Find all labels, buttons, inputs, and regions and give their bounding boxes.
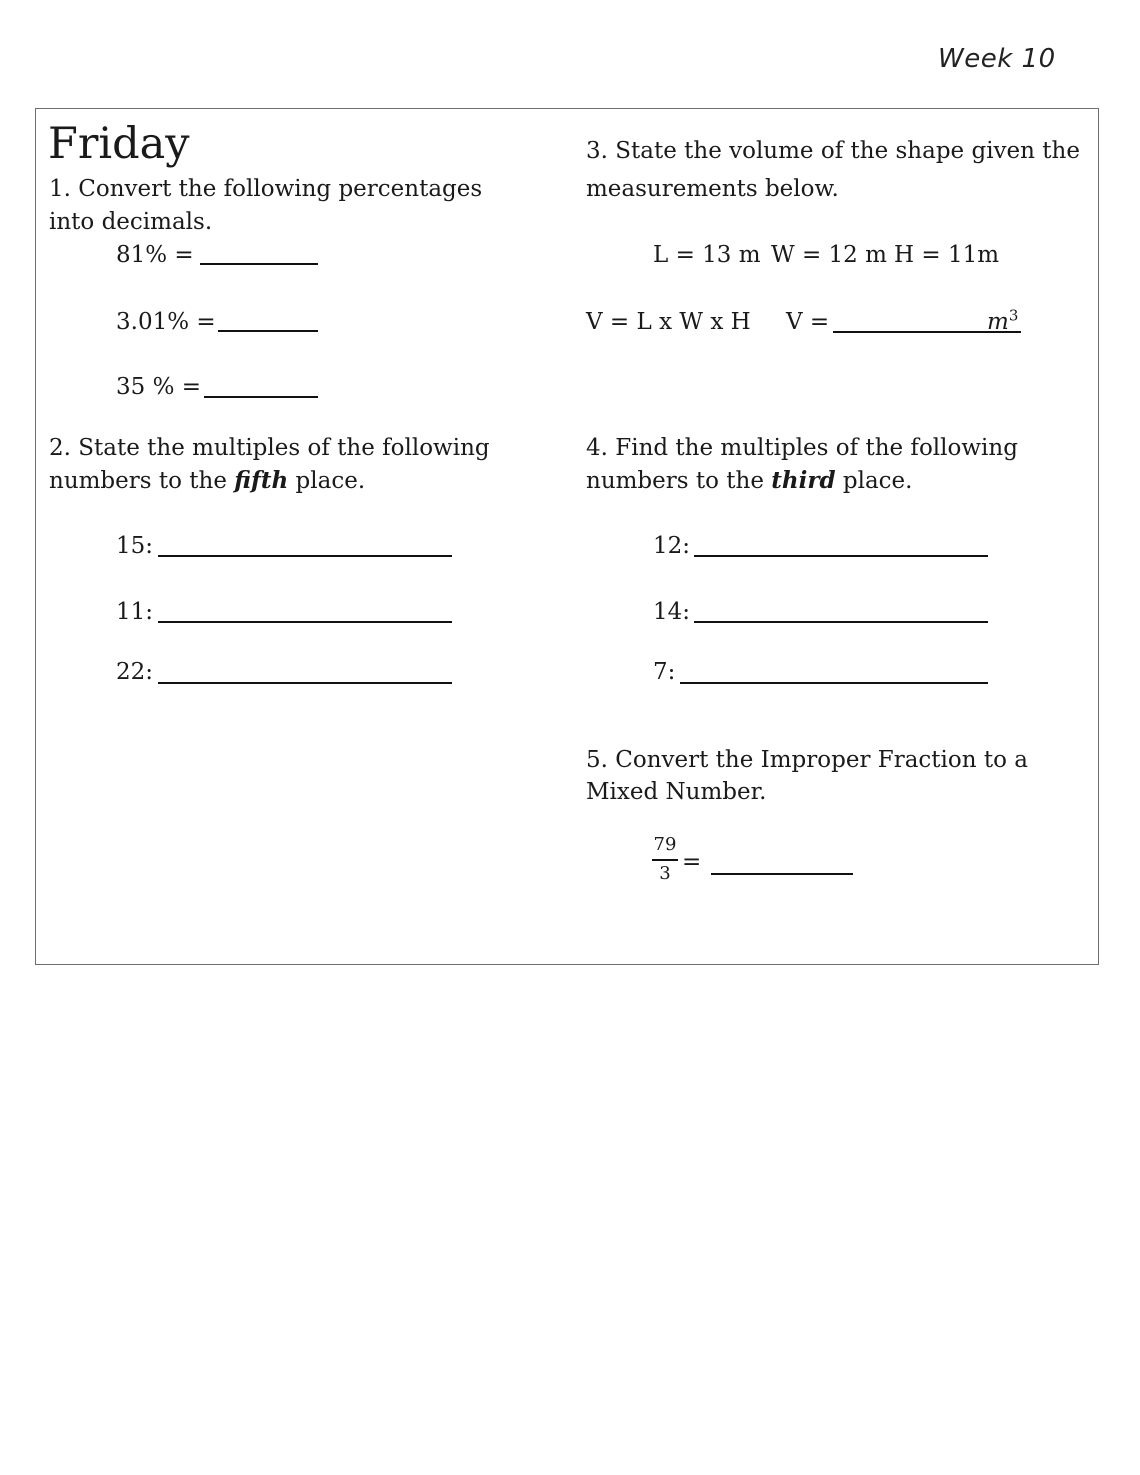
q2-item-2: 11: [116, 599, 154, 625]
q4-item-3: 7: [653, 659, 676, 685]
q3-prompt-line2: measurements below. [586, 176, 839, 202]
q3-formula: V = L x W x H [586, 309, 751, 335]
q4-answer-blank-2[interactable] [694, 621, 988, 623]
q5-denominator: 3 [659, 863, 671, 884]
q2-prompt-pre: numbers to the [49, 468, 227, 494]
q1-prompt-line1: 1. Convert the following percentages [49, 176, 483, 202]
q1-answer-blank-2[interactable] [218, 330, 318, 332]
q1-item-1: 81% = [116, 242, 194, 268]
q5-numerator: 79 [653, 834, 677, 855]
q4-answer-blank-3[interactable] [680, 682, 988, 684]
q2-answer-blank-1[interactable] [158, 555, 452, 557]
q3-measure-length: L = 13 m [653, 242, 761, 268]
q3-measure-height: H = 11m [894, 242, 1000, 268]
q4-prompt-pre: numbers to the [586, 468, 764, 494]
q3-unit-base: m [987, 309, 1009, 335]
q4-item-1: 12: [653, 533, 691, 559]
q1-item-3: 35 % = [116, 374, 202, 400]
q1-item-2: 3.01% = [116, 309, 216, 335]
q2-prompt-line1: 2. State the multiples of the following [49, 435, 490, 461]
week-label: Week 10 [938, 44, 1056, 74]
q4-prompt-emph: third [771, 467, 836, 494]
q4-item-2: 14: [653, 599, 691, 625]
page-title: Friday [48, 119, 190, 169]
q2-prompt-post: place. [295, 468, 366, 494]
q3-answer-label: V = [786, 309, 830, 335]
q3-measure-width: W = 12 m [771, 242, 887, 268]
q1-answer-blank-3[interactable] [204, 396, 318, 398]
q2-prompt-emph: fifth [234, 467, 289, 494]
q2-answer-blank-3[interactable] [158, 682, 452, 684]
q5-answer-blank[interactable] [711, 873, 853, 875]
q3-prompt-line1: 3. State the volume of the shape given the [586, 138, 1080, 164]
q2-item-1: 15: [116, 533, 154, 559]
q3-unit-exponent: 3 [1008, 306, 1019, 325]
q2-answer-blank-2[interactable] [158, 621, 452, 623]
q5-prompt-line2: Mixed Number. [586, 779, 767, 805]
q4-prompt-line1: 4. Find the multiples of the following [586, 435, 1018, 461]
q3-unit [987, 306, 1018, 338]
q4-answer-blank-1[interactable] [694, 555, 988, 557]
q5-fraction [650, 834, 680, 885]
q5-prompt-line1: 5. Convert the Improper Fraction to a [586, 747, 1028, 773]
q5-fraction-bar [652, 859, 678, 861]
q2-item-3: 22: [116, 659, 154, 685]
q1-prompt-line2: into decimals. [49, 209, 213, 235]
q1-answer-blank-1[interactable] [200, 263, 318, 265]
q2-prompt-line2 [49, 465, 365, 497]
q4-prompt-line2 [586, 465, 912, 497]
q5-equals: = [682, 849, 702, 875]
q4-prompt-post: place. [842, 468, 913, 494]
